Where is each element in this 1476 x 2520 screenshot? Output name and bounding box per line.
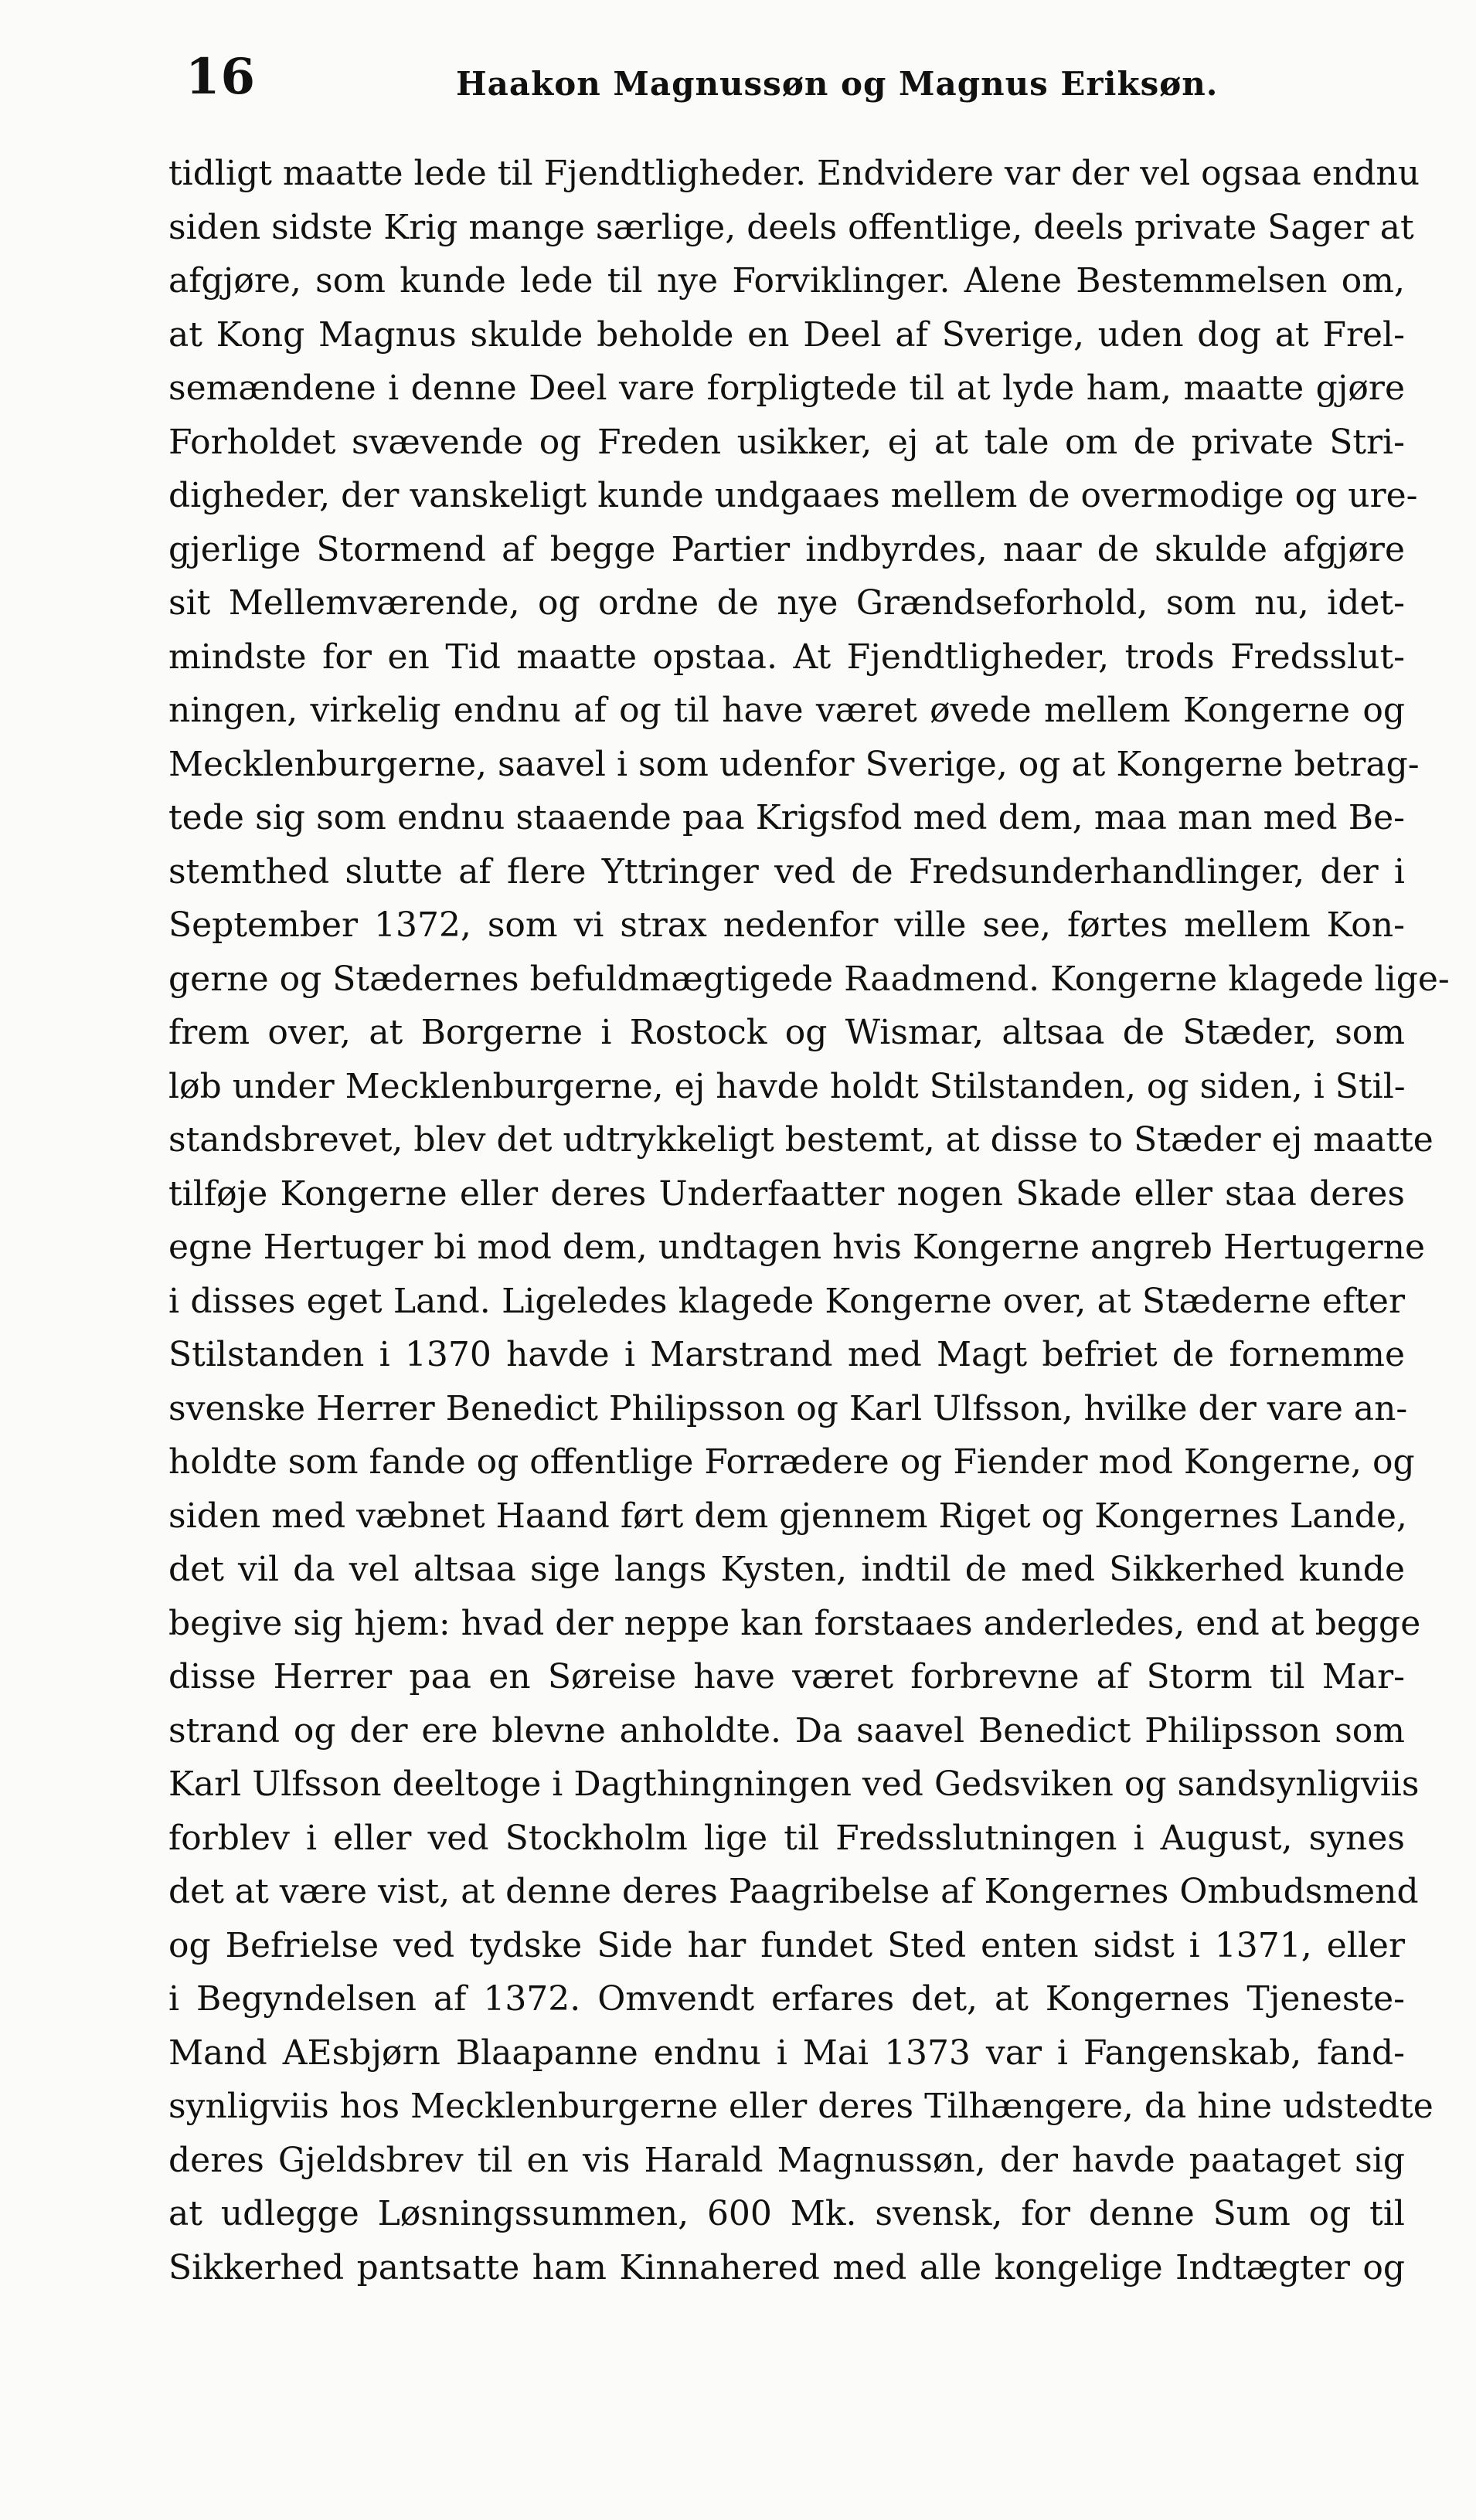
- text-line: og Befrielse ved tydske Side har fundet Sted enten sidst i 1371, eller: [168, 1925, 1405, 1965]
- text-line: Sikkerhed pantsatte ham Kinnahered med alle kongelige Indtægter og: [168, 2247, 1405, 2287]
- text-line: at udlegge Løsningssummen, 600 Mk. svensk, for denne Sum og til: [168, 2194, 1405, 2233]
- text-line: forblev i eller ved Stockholm lige til Fredsslutningen i August, synes: [168, 1818, 1405, 1858]
- text-line: semændene i denne Deel vare forpligtede til at lyde ham, maatte gjøre: [168, 368, 1405, 408]
- text-line: synligviis hos Mecklenburgerne eller deres Tilhængere, da hine udstedte: [168, 2087, 1433, 2126]
- text-line: det at være vist, at denne deres Paagribelse af Kongernes Ombudsmend: [168, 1872, 1419, 1911]
- text-line: siden med væbnet Haand ført dem gjennem Riget og Kongernes Lande,: [168, 1496, 1407, 1536]
- text-line: September 1372, som vi strax nedenfor ville see, førtes mellem Kon-: [168, 905, 1405, 945]
- text-line: frem over, at Borgerne i Rostock og Wismar, altsaa de Stæder, som: [168, 1013, 1405, 1052]
- text-line: afgjøre, som kunde lede til nye Forviklinger. Alene Bestemmelsen om,: [168, 261, 1405, 301]
- text-line: gjerlige Stormend af begge Partier indbyrdes, naar de skulde afgjøre: [168, 529, 1405, 569]
- text-line: Mand AEsbjørn Blaapanne endnu i Mai 1373 var i Fangenskab, fand-: [168, 2033, 1405, 2073]
- page-header: [147, 46, 1399, 131]
- text-line: mindste for en Tid maatte opstaa. At Fjendtligheder, trods Fredsslut-: [168, 637, 1405, 677]
- text-line: i Begyndelsen af 1372. Omvendt erfares det, at Kongernes Tjeneste-: [168, 1979, 1405, 2019]
- body-text: [168, 147, 1450, 2294]
- text-line: begive sig hjem: hvad der neppe kan forstaaes anderledes, end at begge: [168, 1603, 1421, 1643]
- page-number: 16: [185, 48, 257, 106]
- text-line: Mecklenburgerne, saavel i som udenfor Sverige, og at Kongerne betrag-: [168, 744, 1420, 784]
- text-line: Forholdet svævende og Freden usikker, ej at tale om de private Stri-: [168, 422, 1405, 462]
- text-line: ningen, virkelig endnu af og til have været øvede mellem Kongerne og: [168, 691, 1405, 730]
- running-title: Haakon Magnussøn og Magnus Eriksøn.: [456, 65, 1219, 103]
- text-line: strand og der ere blevne anholdte. Da saavel Benedict Philipsson som: [168, 1710, 1405, 1751]
- text-line: tilføje Kongerne eller deres Underfaatter nogen Skade eller staa deres: [168, 1173, 1405, 1214]
- text-line: gerne og Stædernes befuldmægtigede Raadmend. Kongerne klagede lige-: [168, 959, 1450, 999]
- text-line: at Kong Magnus skulde beholde en Deel af Sverige, uden dog at Frel-: [168, 314, 1405, 355]
- text-line: tede sig som endnu staaende paa Krigsfod med dem, maa man med Be-: [168, 798, 1405, 837]
- text-line: standsbrevet, blev det udtrykkeligt bestemt, at disse to Stæder ej maatte: [168, 1120, 1433, 1160]
- text-line: tidligt maatte lede til Fjendtligheder. Endvidere var der vel ogsaa endnu: [168, 154, 1420, 193]
- text-line: løb under Mecklenburgerne, ej havde holdt Stilstanden, og siden, i Stil-: [168, 1066, 1406, 1106]
- text-line: holdte som fande og offentlige Forrædere og Fiender mod Kongerne, og: [168, 1442, 1415, 1482]
- text-line: stemthed slutte af flere Yttringer ved de Fredsunderhandlinger, der i: [168, 851, 1405, 892]
- text-line: i disses eget Land. Ligeledes klagede Kongerne over, at Stæderne efter: [168, 1281, 1405, 1321]
- text-line: Stilstanden i 1370 havde i Marstrand med Magt befriet de fornemme: [168, 1335, 1405, 1374]
- text-line: siden sidste Krig mange særlige, deels offentlige, deels private Sager at: [168, 207, 1414, 247]
- text-line: svenske Herrer Benedict Philipsson og Karl Ulfsson, hvilke der vare an-: [168, 1388, 1408, 1428]
- text-line: sit Mellemværende, og ordne de nye Grændseforhold, som nu, idet-: [168, 583, 1405, 623]
- text-line: Karl Ulfsson deeltoge i Dagthingningen ved Gedsviken og sandsynligviis: [168, 1764, 1420, 1804]
- text-line: det vil da vel altsaa sige langs Kysten, indtil de med Sikkerhed kunde: [168, 1550, 1405, 1589]
- text-line: digheder, der vanskeligt kunde undgaaes mellem de overmodige og ure-: [168, 476, 1418, 515]
- text-line: disse Herrer paa en Søreise have været forbrevne af Storm til Mar-: [168, 1657, 1405, 1696]
- text-line: deres Gjeldsbrev til en vis Harald Magnussøn, der havde paataget sig: [168, 2140, 1405, 2180]
- text-line: egne Hertuger bi mod dem, undtagen hvis Kongerne angreb Hertugerne: [168, 1228, 1426, 1267]
